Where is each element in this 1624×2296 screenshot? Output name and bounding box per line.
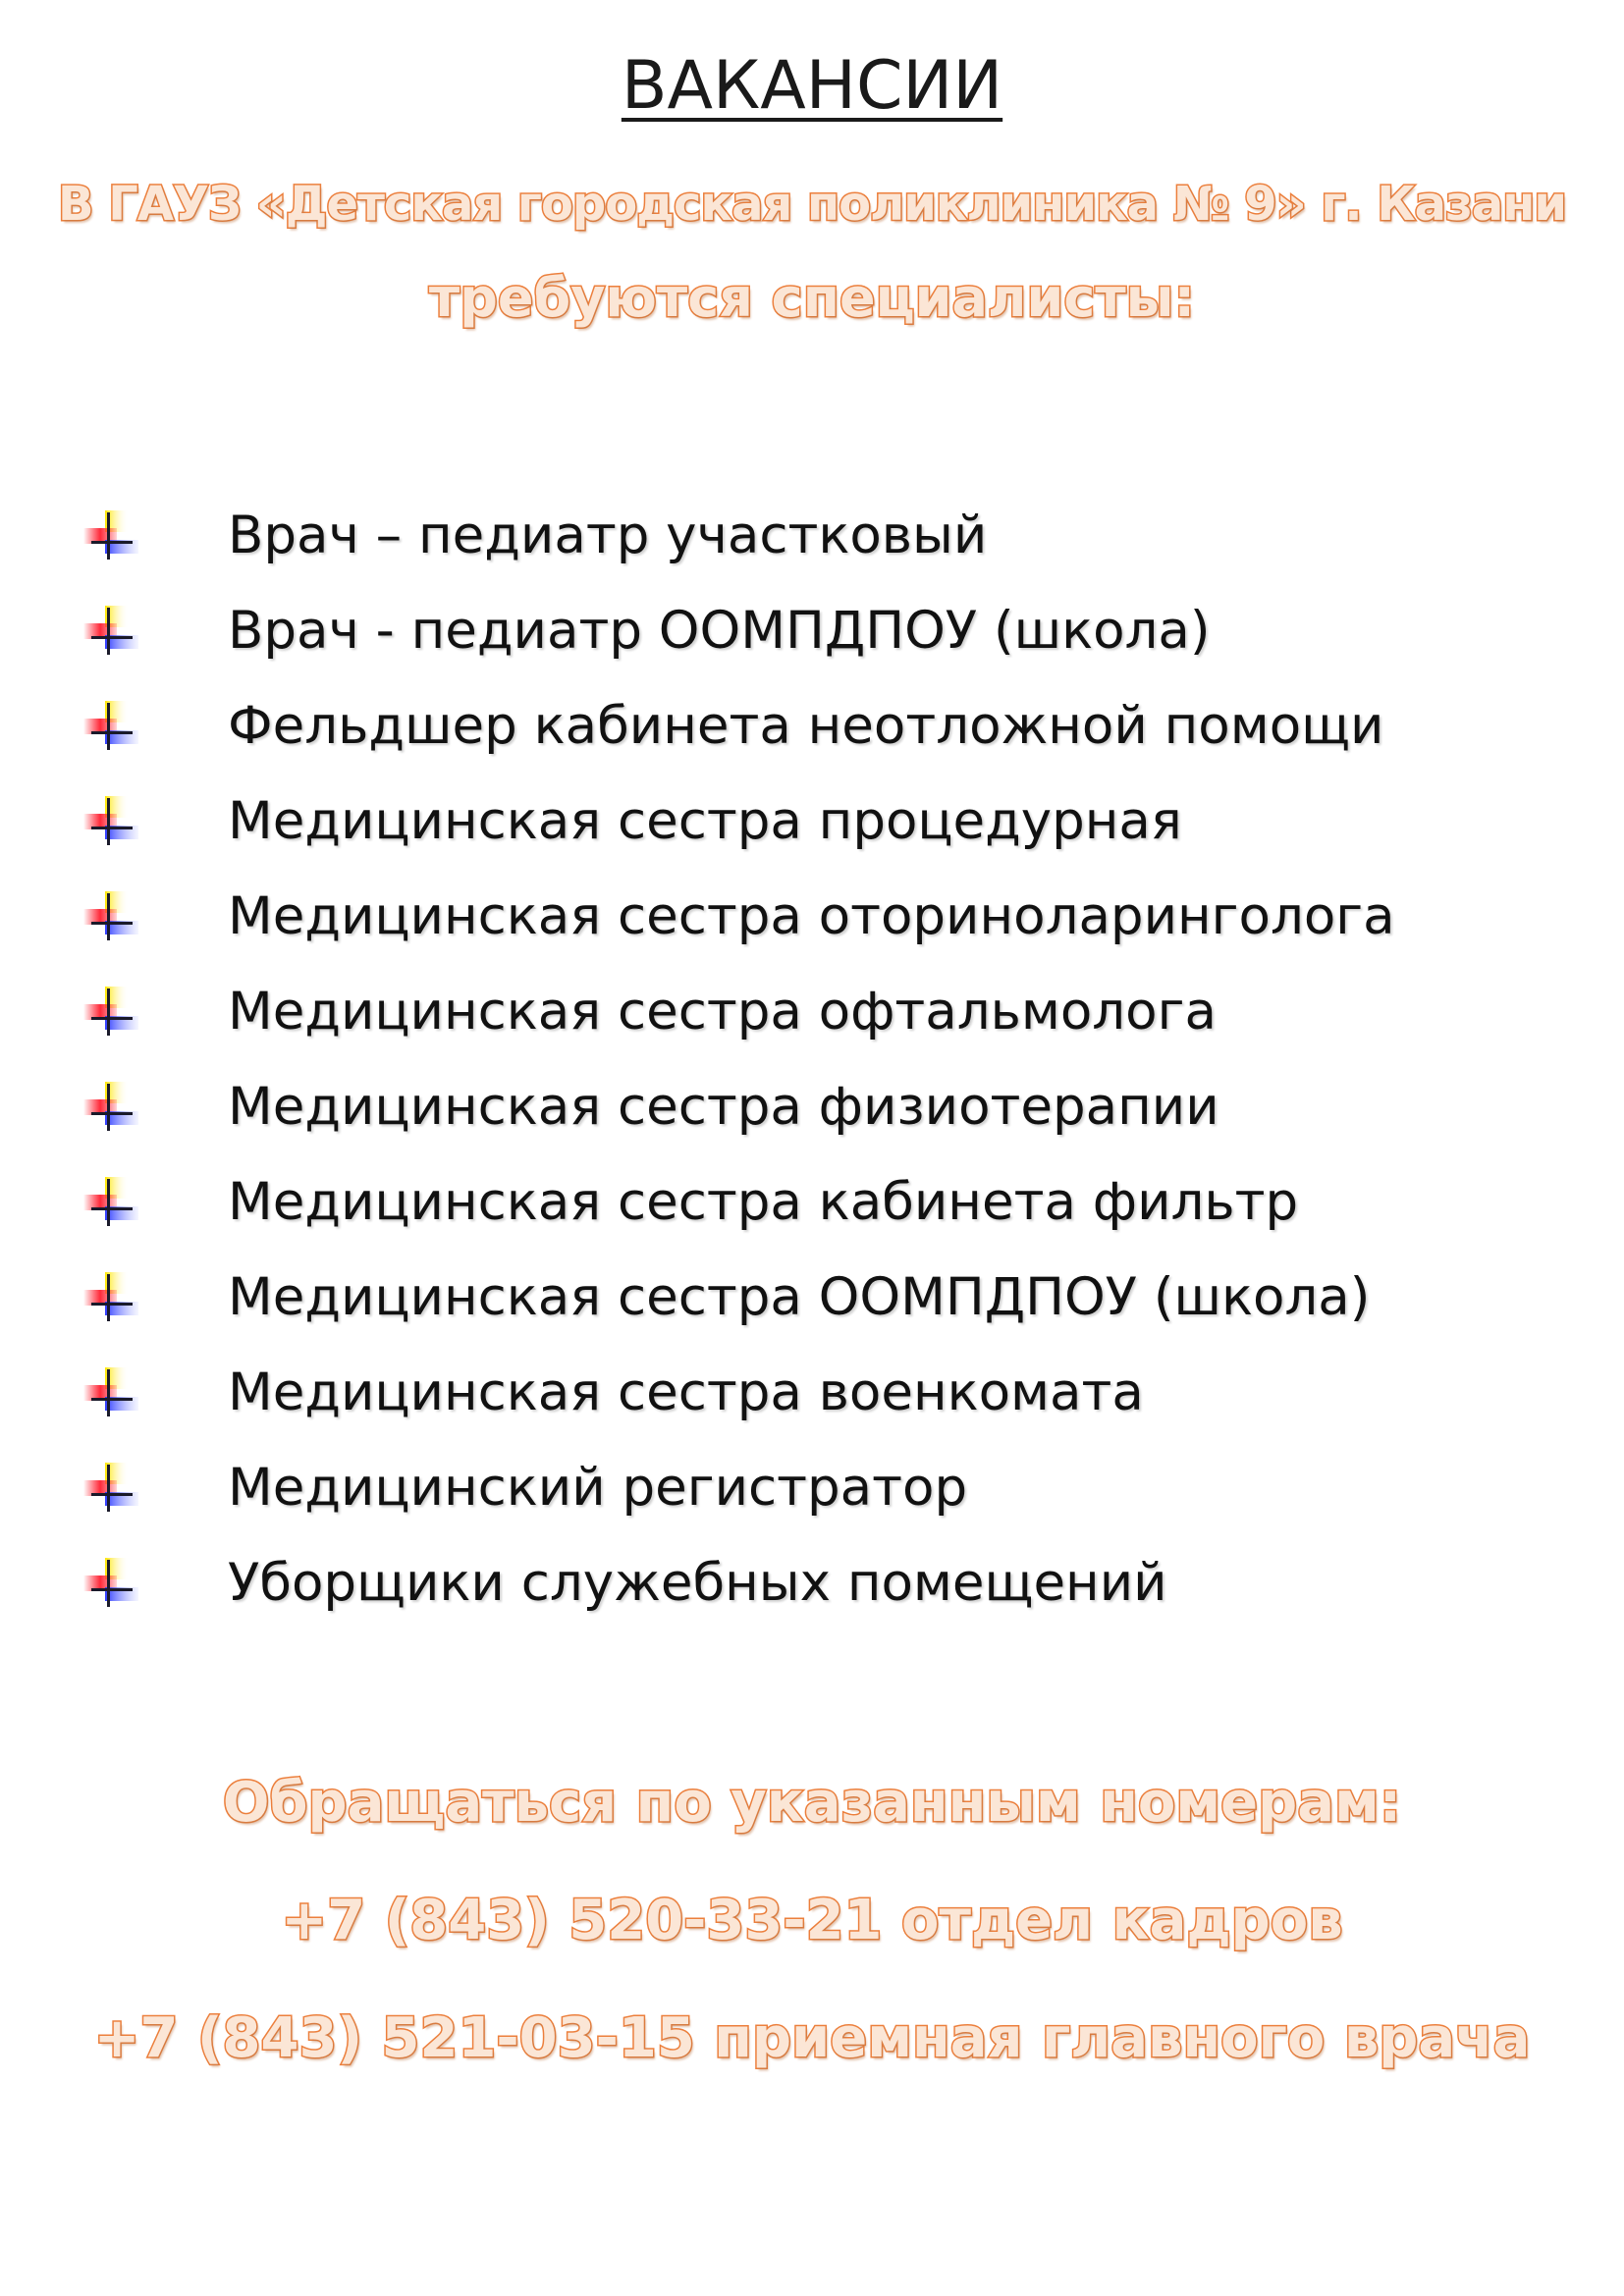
vacancy-title: Медицинская сестра процедурная: [228, 791, 1182, 851]
cross-bullet-icon: [81, 1082, 142, 1133]
vacancy-title: Фельдшер кабинета неотложной помощи: [228, 696, 1384, 756]
vacancy-item: [0, 1453, 1624, 1548]
cross-bullet-icon: [81, 1367, 142, 1418]
cross-bullet-icon: [81, 701, 142, 752]
vacancy-item: [0, 977, 1624, 1072]
vacancy-title: Медицинская сестра кабинета фильтр: [228, 1172, 1299, 1232]
vacancy-title: Медицинская сестра ООМПДПОУ (школа): [228, 1267, 1371, 1327]
cross-bullet-icon: [81, 510, 142, 561]
vacancy-title: Медицинская сестра физиотерапии: [228, 1077, 1219, 1137]
vacancy-list: [0, 501, 1624, 1643]
cross-bullet-icon: [81, 1177, 142, 1228]
vacancy-title: Медицинская сестра оториноларинголога: [228, 886, 1395, 946]
vacancy-item: [0, 786, 1624, 881]
vacancy-title: Уборщики служебных помещений: [228, 1553, 1167, 1613]
cross-bullet-icon: [81, 1558, 142, 1609]
vacancy-item: [0, 1358, 1624, 1453]
vacancy-item: [0, 1548, 1624, 1643]
specialists-required-subtitle: требуются специалисты:: [428, 267, 1196, 329]
vacancy-item: [0, 596, 1624, 691]
vacancy-title: Врач – педиатр участковый: [228, 506, 988, 565]
contact-phone-reception: +7 (843) 521-03-15 приемная главного врача: [93, 2006, 1531, 2070]
vacancy-item: [0, 1167, 1624, 1262]
cross-bullet-icon: [81, 1272, 142, 1323]
cross-bullet-icon: [81, 891, 142, 942]
vacancy-item: [0, 1262, 1624, 1358]
cross-bullet-icon: [81, 606, 142, 657]
vacancy-title: Врач - педиатр ООМПДПОУ (школа): [228, 601, 1211, 661]
vacancy-title: Медицинский регистратор: [228, 1458, 968, 1518]
cross-bullet-icon: [81, 987, 142, 1038]
vacancy-item: [0, 881, 1624, 977]
vacancy-title: Медицинская сестра офтальмолога: [228, 982, 1217, 1041]
contact-heading: Обращаться по указанным номерам:: [222, 1771, 1402, 1835]
vacancy-title: Медицинская сестра военкомата: [228, 1362, 1144, 1422]
cross-bullet-icon: [81, 1463, 142, 1514]
cross-bullet-icon: [81, 796, 142, 847]
vacancy-item: [0, 691, 1624, 786]
page-title: ВАКАНСИИ: [621, 47, 1003, 125]
contact-phone-hr: +7 (843) 520-33-21 отдел кадров: [281, 1889, 1343, 1952]
organization-name: В ГАУЗ «Детская городская поликлиника № 9» г. Казани: [57, 177, 1567, 232]
vacancy-item: [0, 1072, 1624, 1167]
vacancy-item: [0, 501, 1624, 596]
